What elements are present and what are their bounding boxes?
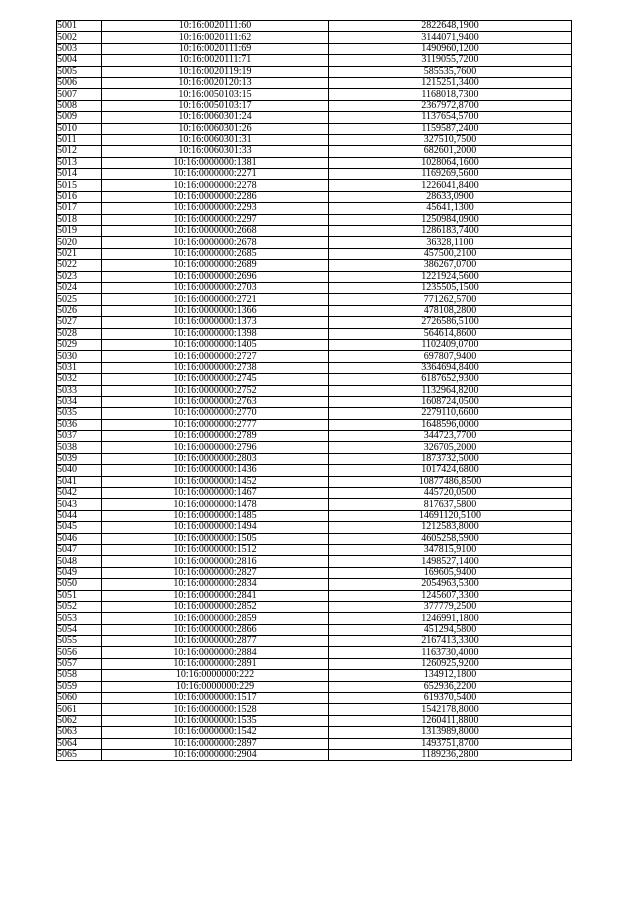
cell-cadastral-number: 10:16:0000000:2703 [102,282,329,293]
cell-row-number: 5052 [57,601,102,612]
cell-cadastral-value: 817637,5800 [329,499,572,510]
table-row [57,260,572,271]
cell-row-number: 5060 [57,693,102,704]
cell-cadastral-number: 10:16:0000000:2816 [102,556,329,567]
cell-row-number: 5048 [57,556,102,567]
table-row [57,134,572,145]
cell-row-number: 5041 [57,476,102,487]
cell-row-number: 5021 [57,248,102,259]
cell-cadastral-value: 1498527,1400 [329,556,572,567]
cell-cadastral-value: 1873732,5000 [329,453,572,464]
table-row [57,670,572,681]
cell-row-number: 5042 [57,488,102,499]
table-row [57,146,572,157]
cell-cadastral-number: 10:16:0000000:2891 [102,658,329,669]
cell-cadastral-number: 10:16:0000000:2897 [102,738,329,749]
cell-row-number: 5010 [57,123,102,134]
cell-cadastral-value: 2726586,5100 [329,317,572,328]
table-row [57,715,572,726]
cell-cadastral-value: 564614,8600 [329,328,572,339]
table-row [57,750,572,761]
cell-cadastral-number: 10:16:0060301:31 [102,134,329,145]
cell-cadastral-value: 457500,2100 [329,248,572,259]
cell-row-number: 5055 [57,636,102,647]
table-row [57,374,572,385]
cell-cadastral-value: 1226041,8400 [329,180,572,191]
table-row [57,556,572,567]
cell-cadastral-number: 10:16:0000000:2286 [102,191,329,202]
cell-cadastral-value: 2367972,8700 [329,100,572,111]
cell-cadastral-number: 10:16:0000000:2866 [102,624,329,635]
cell-row-number: 5016 [57,191,102,202]
table-row [57,100,572,111]
cell-cadastral-value: 1168018,7300 [329,89,572,100]
cell-row-number: 5014 [57,169,102,180]
cell-cadastral-value: 6187652,9300 [329,374,572,385]
cell-cadastral-value: 2822648,1900 [329,21,572,32]
cell-cadastral-number: 10:16:0050103:15 [102,89,329,100]
cell-cadastral-number: 10:16:0000000:1398 [102,328,329,339]
cell-cadastral-number: 10:16:0000000:2841 [102,590,329,601]
table-row [57,499,572,510]
cell-cadastral-number: 10:16:0000000:1542 [102,727,329,738]
cell-cadastral-value: 3364694,8400 [329,362,572,373]
table-row [57,317,572,328]
cell-cadastral-value: 45641,1300 [329,203,572,214]
table-row [57,465,572,476]
cell-cadastral-value: 169605,9400 [329,567,572,578]
cell-cadastral-number: 10:16:0000000:1381 [102,157,329,168]
cell-row-number: 5028 [57,328,102,339]
table-row [57,579,572,590]
cell-row-number: 5058 [57,670,102,681]
table-row [57,271,572,282]
cell-row-number: 5061 [57,704,102,715]
cell-cadastral-value: 28633,0900 [329,191,572,202]
cell-cadastral-number: 10:16:0020111:62 [102,32,329,43]
cell-row-number: 5029 [57,339,102,350]
cell-cadastral-number: 10:16:0060301:33 [102,146,329,157]
cell-cadastral-value: 36328,1100 [329,237,572,248]
cell-row-number: 5050 [57,579,102,590]
cell-row-number: 5008 [57,100,102,111]
table-row [57,693,572,704]
cell-row-number: 5026 [57,305,102,316]
cell-cadastral-number: 10:16:0000000:2745 [102,374,329,385]
table-row [57,214,572,225]
cell-cadastral-value: 445720,0500 [329,488,572,499]
cell-cadastral-value: 1102409,0700 [329,339,572,350]
cell-cadastral-number: 10:16:0020111:60 [102,21,329,32]
cell-cadastral-number: 10:16:0000000:1467 [102,488,329,499]
table-row [57,601,572,612]
cell-row-number: 5059 [57,681,102,692]
cell-cadastral-value: 1169269,5600 [329,169,572,180]
cell-cadastral-number: 10:16:0050103:17 [102,100,329,111]
cell-cadastral-number: 10:16:0000000:2763 [102,396,329,407]
cell-cadastral-number: 10:16:0000000:1494 [102,522,329,533]
cell-cadastral-number: 10:16:0000000:1478 [102,499,329,510]
cell-cadastral-value: 347815,9100 [329,544,572,555]
table-row [57,89,572,100]
cell-cadastral-value: 2167413,3300 [329,636,572,647]
cell-row-number: 5011 [57,134,102,145]
cell-cadastral-value: 478108,2800 [329,305,572,316]
cell-cadastral-number: 10:16:0000000:222 [102,670,329,681]
cell-row-number: 5025 [57,294,102,305]
cell-cadastral-value: 652936,2200 [329,681,572,692]
table-row [57,66,572,77]
cell-cadastral-value: 1163730,4000 [329,647,572,658]
cell-cadastral-value: 1608724,0500 [329,396,572,407]
table-row [57,431,572,442]
cell-cadastral-number: 10:16:0000000:2770 [102,408,329,419]
table-row [57,488,572,499]
table-row [57,351,572,362]
table-row [57,169,572,180]
cell-cadastral-value: 682601,2000 [329,146,572,157]
cell-row-number: 5043 [57,499,102,510]
cell-cadastral-value: 1017424,6800 [329,465,572,476]
table-row [57,681,572,692]
table-row [57,704,572,715]
cell-cadastral-number: 10:16:0000000:2721 [102,294,329,305]
cell-cadastral-number: 10:16:0000000:2877 [102,636,329,647]
table-row [57,55,572,66]
cell-row-number: 5057 [57,658,102,669]
cell-row-number: 5004 [57,55,102,66]
cell-cadastral-value: 585535,7600 [329,66,572,77]
cell-row-number: 5039 [57,453,102,464]
table-row [57,385,572,396]
cell-row-number: 5019 [57,226,102,237]
cell-cadastral-number: 10:16:0000000:1528 [102,704,329,715]
cell-row-number: 5063 [57,727,102,738]
cell-cadastral-number: 10:16:0000000:2834 [102,579,329,590]
table-body [57,21,572,761]
cell-row-number: 5047 [57,544,102,555]
cell-cadastral-value: 1286183,7400 [329,226,572,237]
cell-cadastral-number: 10:16:0020111:71 [102,55,329,66]
cell-cadastral-number: 10:16:0000000:2689 [102,260,329,271]
cell-row-number: 5031 [57,362,102,373]
cell-cadastral-value: 4605258,5900 [329,533,572,544]
cell-cadastral-number: 10:16:0060301:24 [102,112,329,123]
table-row [57,590,572,601]
table-row [57,248,572,259]
cell-cadastral-value: 1246991,1800 [329,613,572,624]
table-row [57,658,572,669]
cell-cadastral-value: 327510,7500 [329,134,572,145]
cell-row-number: 5044 [57,510,102,521]
cell-cadastral-value: 697807,9400 [329,351,572,362]
cell-row-number: 5023 [57,271,102,282]
cell-cadastral-number: 10:16:0000000:1505 [102,533,329,544]
cell-cadastral-value: 1221924,5600 [329,271,572,282]
cell-cadastral-number: 10:16:0000000:2293 [102,203,329,214]
cell-cadastral-number: 10:16:0000000:1373 [102,317,329,328]
cell-row-number: 5040 [57,465,102,476]
cell-cadastral-number: 10:16:0020111:69 [102,43,329,54]
cell-cadastral-number: 10:16:0000000:1512 [102,544,329,555]
table-row [57,567,572,578]
table-row [57,191,572,202]
table-row [57,112,572,123]
cell-row-number: 5056 [57,647,102,658]
cell-row-number: 5017 [57,203,102,214]
cell-cadastral-number: 10:16:0000000:2859 [102,613,329,624]
cell-cadastral-value: 3144071,9400 [329,32,572,43]
cell-cadastral-number: 10:16:0000000:1535 [102,715,329,726]
cell-row-number: 5001 [57,21,102,32]
cell-cadastral-number: 10:16:0000000:2777 [102,419,329,430]
table-row [57,32,572,43]
table-row [57,636,572,647]
cell-cadastral-value: 1189236,2800 [329,750,572,761]
cell-cadastral-value: 1212583,8000 [329,522,572,533]
cell-cadastral-value: 1028064,1600 [329,157,572,168]
cell-row-number: 5030 [57,351,102,362]
table-row [57,624,572,635]
cell-cadastral-number: 10:16:0000000:2271 [102,169,329,180]
cell-cadastral-number: 10:16:0000000:1405 [102,339,329,350]
table-row [57,647,572,658]
cell-cadastral-value: 619370,5400 [329,693,572,704]
table-row [57,203,572,214]
cell-row-number: 5002 [57,32,102,43]
cell-cadastral-number: 10:16:0000000:2904 [102,750,329,761]
cell-row-number: 5033 [57,385,102,396]
table-row [57,408,572,419]
cell-row-number: 5049 [57,567,102,578]
cell-cadastral-number: 10:16:0000000:1517 [102,693,329,704]
table-row [57,123,572,134]
cell-row-number: 5065 [57,750,102,761]
cell-cadastral-value: 1260411,8800 [329,715,572,726]
cell-cadastral-value: 1313989,8000 [329,727,572,738]
cell-cadastral-value: 3119055,7200 [329,55,572,66]
cell-cadastral-number: 10:16:0020120:13 [102,77,329,88]
table-row [57,21,572,32]
cell-row-number: 5007 [57,89,102,100]
cell-row-number: 5006 [57,77,102,88]
cell-cadastral-value: 10877486,8500 [329,476,572,487]
cell-row-number: 5054 [57,624,102,635]
table-row [57,510,572,521]
cell-row-number: 5005 [57,66,102,77]
table-row [57,339,572,350]
cell-cadastral-number: 10:16:0000000:2752 [102,385,329,396]
cell-cadastral-value: 1493751,8700 [329,738,572,749]
cell-cadastral-number: 10:16:0020119:19 [102,66,329,77]
cell-row-number: 5062 [57,715,102,726]
cell-cadastral-value: 2279110,6600 [329,408,572,419]
cell-cadastral-value: 451294,5800 [329,624,572,635]
table-row [57,77,572,88]
cell-cadastral-value: 1132964,8200 [329,385,572,396]
cell-cadastral-value: 1260925,9200 [329,658,572,669]
cell-row-number: 5018 [57,214,102,225]
cell-cadastral-value: 1542178,8000 [329,704,572,715]
table-row [57,328,572,339]
table-row [57,419,572,430]
cell-cadastral-value: 1490960,1200 [329,43,572,54]
cell-row-number: 5012 [57,146,102,157]
cell-cadastral-value: 326705,2000 [329,442,572,453]
cell-cadastral-number: 10:16:0000000:2696 [102,271,329,282]
cell-row-number: 5034 [57,396,102,407]
cell-cadastral-number: 10:16:0060301:26 [102,123,329,134]
cell-row-number: 5015 [57,180,102,191]
cell-cadastral-number: 10:16:0000000:2827 [102,567,329,578]
cell-row-number: 5053 [57,613,102,624]
cell-row-number: 5024 [57,282,102,293]
cell-cadastral-number: 10:16:0000000:1436 [102,465,329,476]
table-row [57,476,572,487]
cell-row-number: 5009 [57,112,102,123]
cell-cadastral-value: 386267,0700 [329,260,572,271]
cell-cadastral-number: 10:16:0000000:2852 [102,601,329,612]
table-row [57,396,572,407]
cadastral-value-table [56,20,572,761]
cell-cadastral-number: 10:16:0000000:1366 [102,305,329,316]
cell-cadastral-value: 14691120,5100 [329,510,572,521]
cell-cadastral-value: 1215251,3400 [329,77,572,88]
cell-cadastral-number: 10:16:0000000:2796 [102,442,329,453]
cell-cadastral-number: 10:16:0000000:2884 [102,647,329,658]
cell-row-number: 5064 [57,738,102,749]
cell-row-number: 5036 [57,419,102,430]
table-row [57,43,572,54]
cell-cadastral-number: 10:16:0000000:2803 [102,453,329,464]
table-row [57,738,572,749]
table-row [57,544,572,555]
cell-cadastral-number: 10:16:0000000:2278 [102,180,329,191]
table-row [57,237,572,248]
cell-cadastral-value: 2054963,5300 [329,579,572,590]
cell-cadastral-value: 1648596,0000 [329,419,572,430]
table-row [57,533,572,544]
cell-row-number: 5046 [57,533,102,544]
table-row [57,157,572,168]
cell-cadastral-number: 10:16:0000000:2727 [102,351,329,362]
cell-cadastral-value: 1245607,3300 [329,590,572,601]
cell-row-number: 5038 [57,442,102,453]
cell-row-number: 5027 [57,317,102,328]
table-row [57,613,572,624]
cell-cadastral-number: 10:16:0000000:1485 [102,510,329,521]
cell-cadastral-value: 1159587,2400 [329,123,572,134]
table-row [57,226,572,237]
cell-row-number: 5003 [57,43,102,54]
cell-cadastral-value: 1137654,5700 [329,112,572,123]
cell-row-number: 5022 [57,260,102,271]
table-row [57,305,572,316]
cell-row-number: 5032 [57,374,102,385]
cell-cadastral-number: 10:16:0000000:2789 [102,431,329,442]
table-row [57,453,572,464]
cell-row-number: 5035 [57,408,102,419]
table-row [57,522,572,533]
cell-cadastral-number: 10:16:0000000:2738 [102,362,329,373]
cell-row-number: 5037 [57,431,102,442]
cell-cadastral-value: 134912,1800 [329,670,572,681]
cell-cadastral-number: 10:16:0000000:2668 [102,226,329,237]
table-row [57,294,572,305]
cell-cadastral-number: 10:16:0000000:2297 [102,214,329,225]
cell-cadastral-number: 10:16:0000000:229 [102,681,329,692]
cell-row-number: 5045 [57,522,102,533]
cell-row-number: 5013 [57,157,102,168]
cell-cadastral-number: 10:16:0000000:2685 [102,248,329,259]
cell-cadastral-number: 10:16:0000000:2678 [102,237,329,248]
cell-cadastral-value: 344723,7700 [329,431,572,442]
cell-cadastral-value: 771262,5700 [329,294,572,305]
cell-cadastral-value: 1250984,0900 [329,214,572,225]
cell-row-number: 5020 [57,237,102,248]
table-row [57,727,572,738]
table-row [57,442,572,453]
table-row [57,180,572,191]
cell-row-number: 5051 [57,590,102,601]
cell-cadastral-number: 10:16:0000000:1452 [102,476,329,487]
table-row [57,282,572,293]
cell-cadastral-value: 1235505,1500 [329,282,572,293]
cell-cadastral-value: 377779,2500 [329,601,572,612]
table-row [57,362,572,373]
